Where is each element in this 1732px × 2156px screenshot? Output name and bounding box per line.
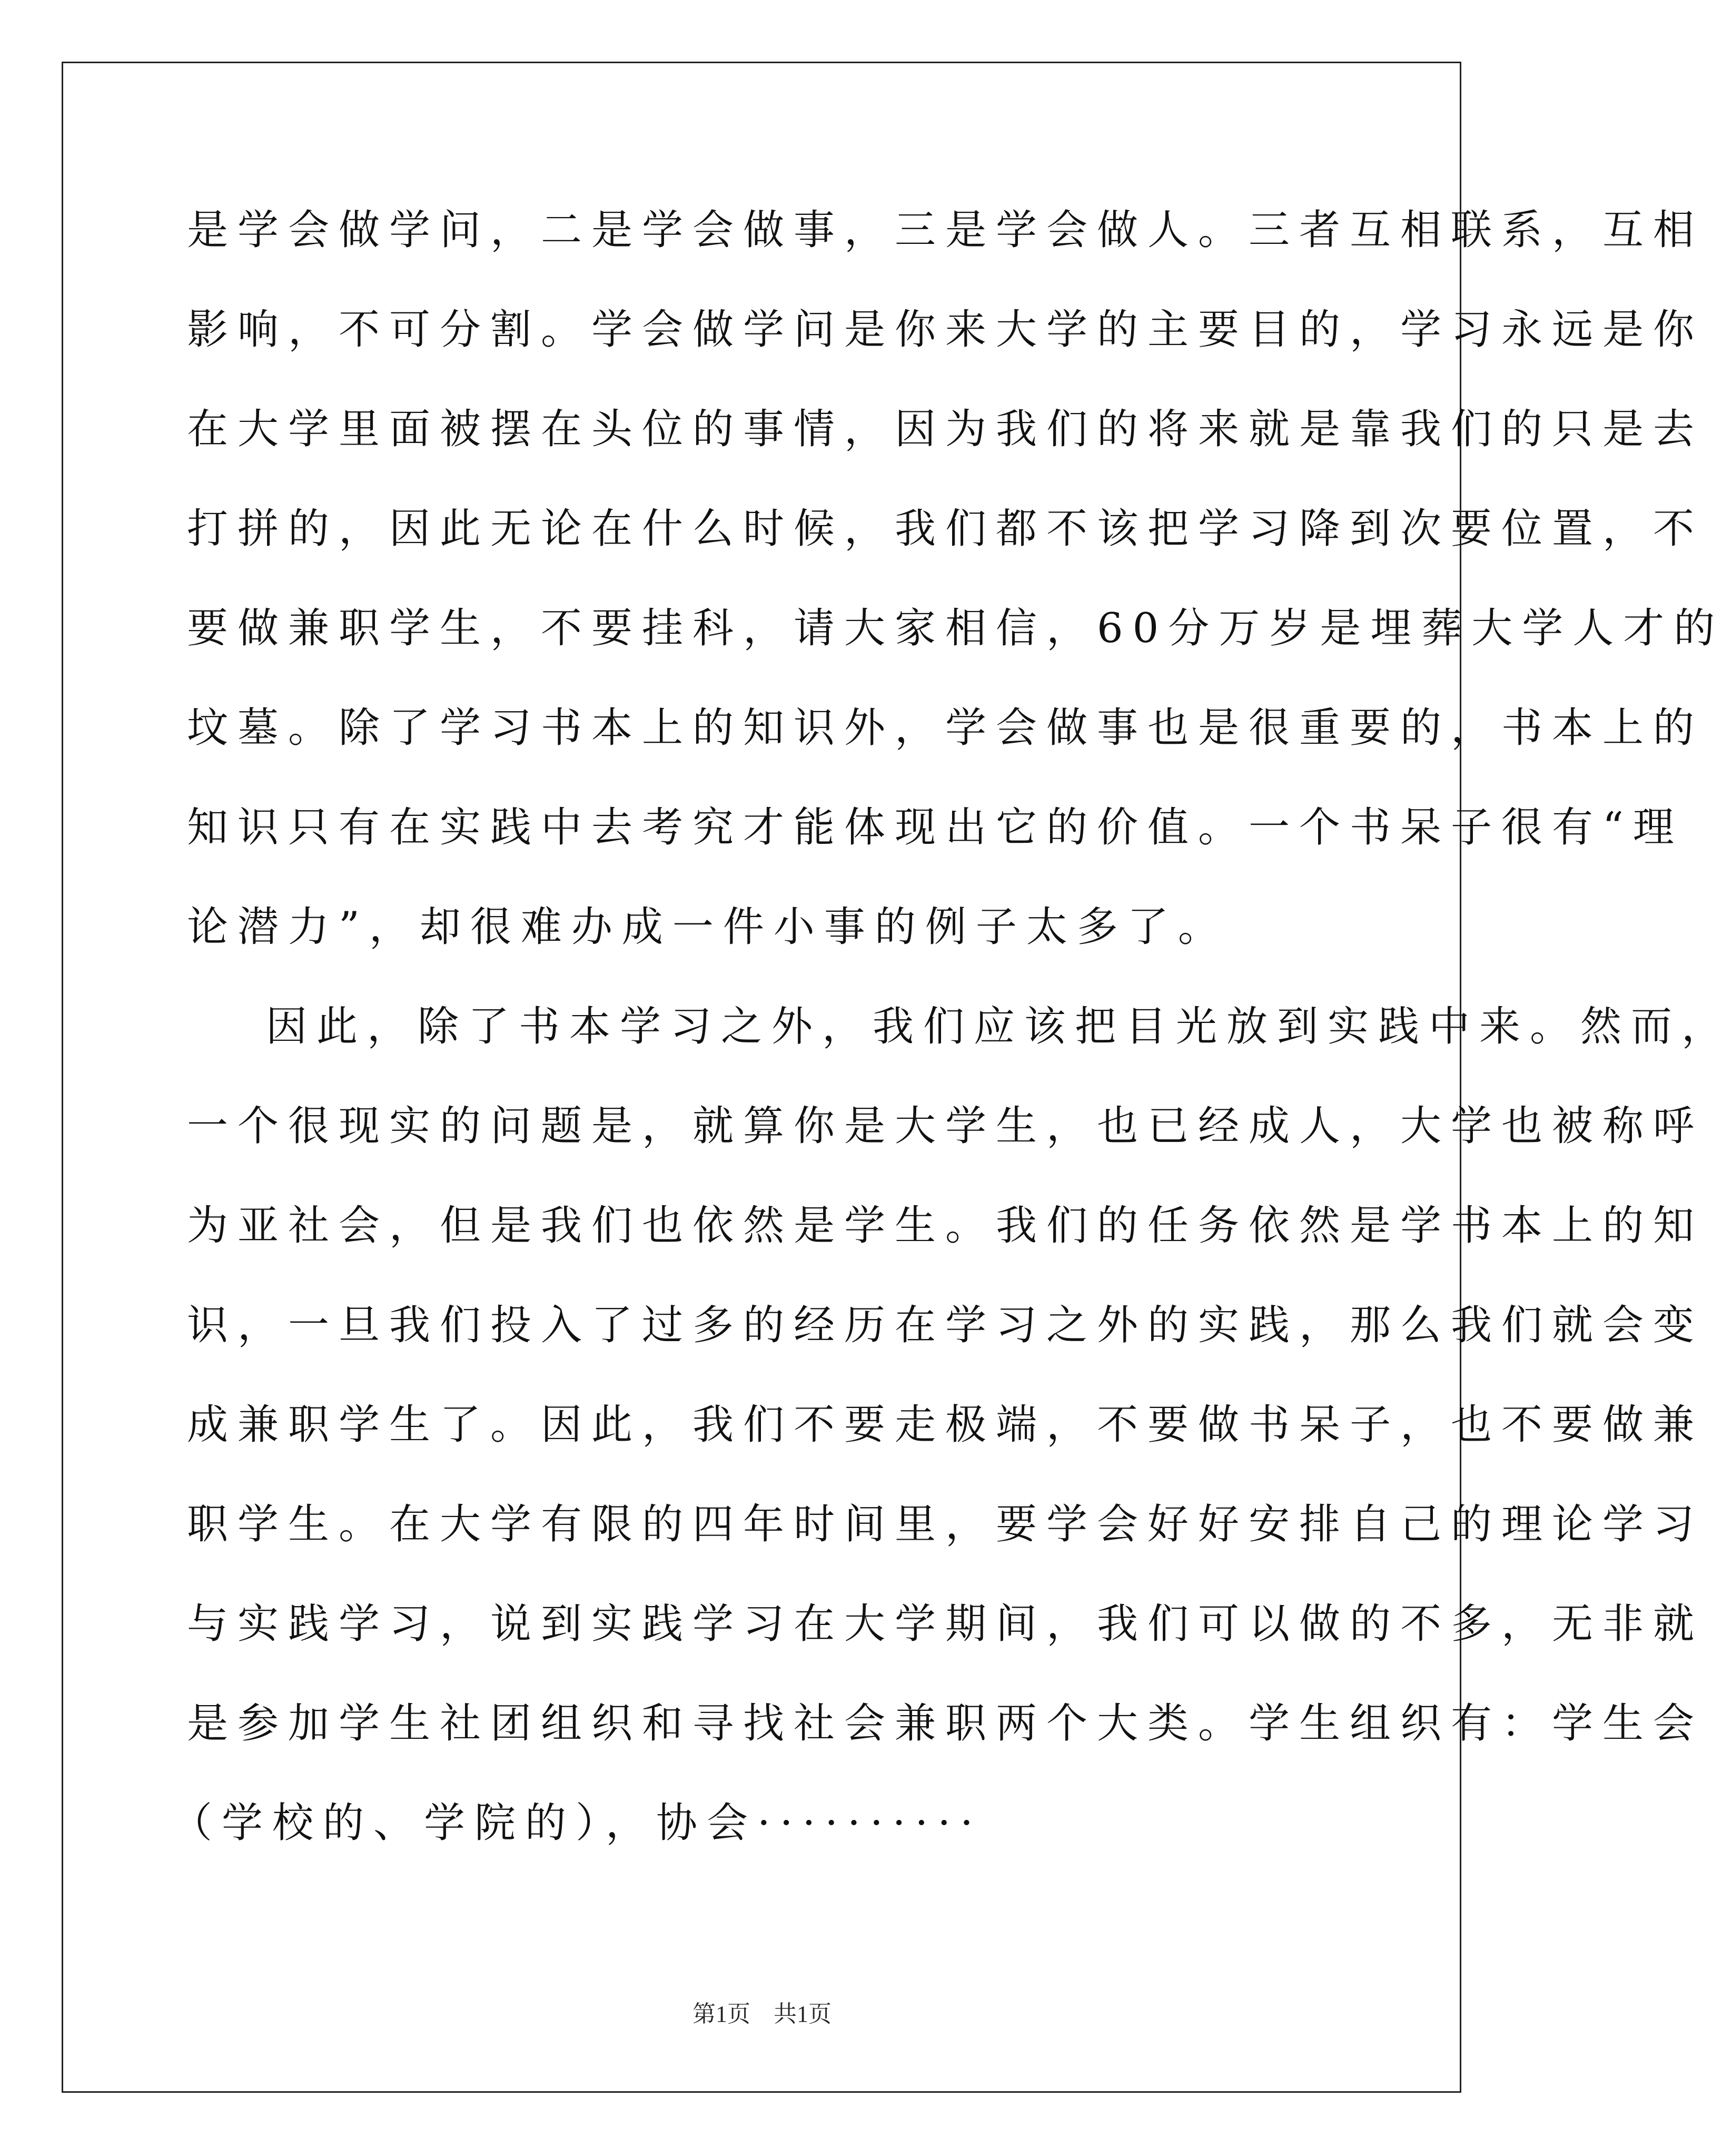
- page-footer: 第1页 共1页: [692, 2001, 832, 2027]
- text-line-8: 论潜力”，却很难办成一件小事的例子太多了。: [187, 903, 1229, 951]
- text-line-15: 与实践学习，说到实践学习在大学期间，我们可以做的不多，无非就: [187, 1600, 1704, 1648]
- text-line-16: 是参加学生社团组织和寻找社会兼职两个大类。学生组织有：学生会: [187, 1700, 1704, 1747]
- text-line-7: 知识只有在实践中去考究才能体现出它的价值。一个书呆子很有“理: [187, 804, 1684, 851]
- text-line-11: 为亚社会，但是我们也依然是学生。我们的任务依然是学书本上的知: [187, 1202, 1704, 1249]
- text-line-4: 打拼的，因此无论在什么时候，我们都不该把学习降到次要位置，不: [187, 505, 1704, 553]
- text-line-10: 一个很现实的问题是，就算你是大学生，也已经成人，大学也被称呼: [187, 1102, 1704, 1150]
- text-line-13: 成兼职学生了。因此，我们不要走极端，不要做书呆子，也不要做兼: [187, 1401, 1704, 1449]
- text-line-5: 要做兼职学生，不要挂科，请大家相信，60分万岁是埋葬大学人才的: [187, 605, 1725, 652]
- text-line-14: 职学生。在大学有限的四年时间里，要学会好好安排自己的理论学习: [187, 1501, 1704, 1548]
- page-border: [62, 62, 1461, 2093]
- text-line-17: （学校的、学院的），协会··········: [171, 1799, 983, 1847]
- text-line-6: 坟墓。除了学习书本上的知识外，学会做事也是很重要的，书本上的: [187, 704, 1704, 752]
- paragraph-2-first-line: 因此，除了书本学习之外，我们应该把目光放到实践中来。然而，: [266, 1003, 1732, 1050]
- text-line-2: 影响，不可分割。学会做学问是你来大学的主要目的，学习永远是你: [187, 306, 1704, 353]
- text-line-1: 是学会做学问，二是学会做事，三是学会做人。三者互相联系，互相: [187, 206, 1704, 254]
- text-line-12: 识，一旦我们投入了过多的经历在学习之外的实践，那么我们就会变: [187, 1302, 1704, 1349]
- text-line-3: 在大学里面被摆在头位的事情，因为我们的将来就是靠我们的只是去: [187, 406, 1704, 453]
